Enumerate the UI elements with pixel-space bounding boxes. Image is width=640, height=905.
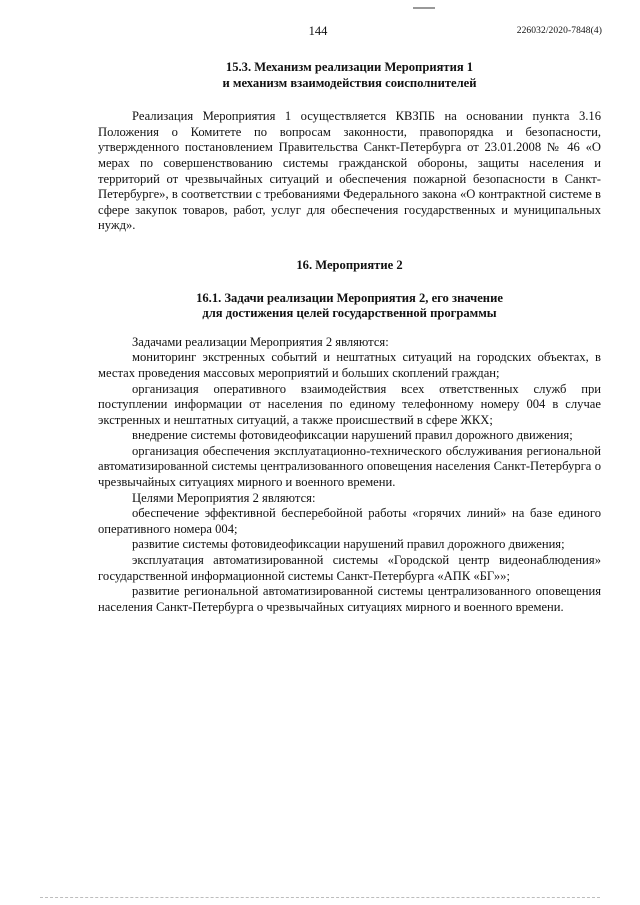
page-number: 144	[308, 24, 328, 38]
section-15-3-heading-line-1: 15.3. Механизм реализации Мероприятия 1	[225, 60, 474, 74]
section-15-3-paragraph: Реализация Мероприятия 1 осуществляется КВЗПБ на основании пункта 3.16 Положения о Комитете по вопросам законности, правопорядка и безопасности, утвержденного постановлением Правительства Санкт-Петербурга от 23.01.2008 № 46 «О мерах по совершенствованию системы гражданской обороны, защиты населения и территорий от чрезвычайных ситуаций и обеспечения пожарной безопасности в Санкт-Петербурге», в соответствии с требованиями Федерального закона «О контрактной системе в сфере закупок товаров, работ, услуг для обеспечения государственных и муниципальных нужд».	[98, 109, 601, 233]
task-photo-video: внедрение системы фотовидеофиксации нарушений правил дорожного движения;	[132, 428, 573, 443]
goal-photo-video: развитие системы фотовидеофиксации нарушений правил дорожного движения;	[132, 537, 565, 552]
goal-video-surveillance: эксплуатация автоматизированной системы «Городской центр видеонаблюдения» государственной информационной системы Санкт-Петербурга «АПК «БГ»»;	[98, 553, 601, 583]
goal-hotlines: обеспечение эффективной бесперебойной работы «горячих линий» на базе единого оперативного номера 004;	[98, 506, 601, 536]
task-monitoring: мониторинг экстренных событий и нештатных ситуаций на городских объектах, в местах проведения массовых мероприятий и больших скоплений граждан;	[98, 350, 601, 380]
tasks-intro: Задачами реализации Мероприятия 2 являются:	[132, 334, 389, 349]
section-15-3-heading-line-2: и механизм взаимодействия соисполнителей	[222, 75, 477, 90]
section-15-3-heading	[98, 60, 601, 91]
task-interaction: организация оперативного взаимодействия всех ответственных служб при поступлении информации от населения по единому телефонному номеру 004 в случае экстренных и нештатных ситуаций, а также происшествий в сфере ЖКХ;	[98, 381, 601, 427]
goals-intro: Целями Мероприятия 2 являются:	[132, 490, 316, 505]
task-maintenance: организация обеспечения эксплуатационно-технического обслуживания региональной автоматизированной системы централизованного оповещения населения Санкт-Петербурга о чрезвычайных ситуациях мирного и военного времени.	[98, 443, 601, 490]
section-16-1-heading	[98, 291, 601, 322]
section-16-1-heading-line-2: для достижения целей государственной программы	[202, 306, 497, 321]
section-16-1-heading-line-1: 16.1. Задачи реализации Мероприятия 2, его значение	[196, 290, 503, 305]
document-code: 226032/2020-7848(4)	[516, 26, 602, 36]
document-body	[98, 60, 601, 615]
scan-mark-top	[413, 7, 435, 9]
section-16-heading: 16. Мероприятие 2	[296, 257, 403, 272]
scan-mark-bottom	[40, 897, 600, 899]
goal-warning-system: развитие региональной автоматизированной системы централизованного оповещения населения Санкт-Петербурга о чрезвычайных ситуациях мирного и военного времени.	[98, 584, 601, 614]
